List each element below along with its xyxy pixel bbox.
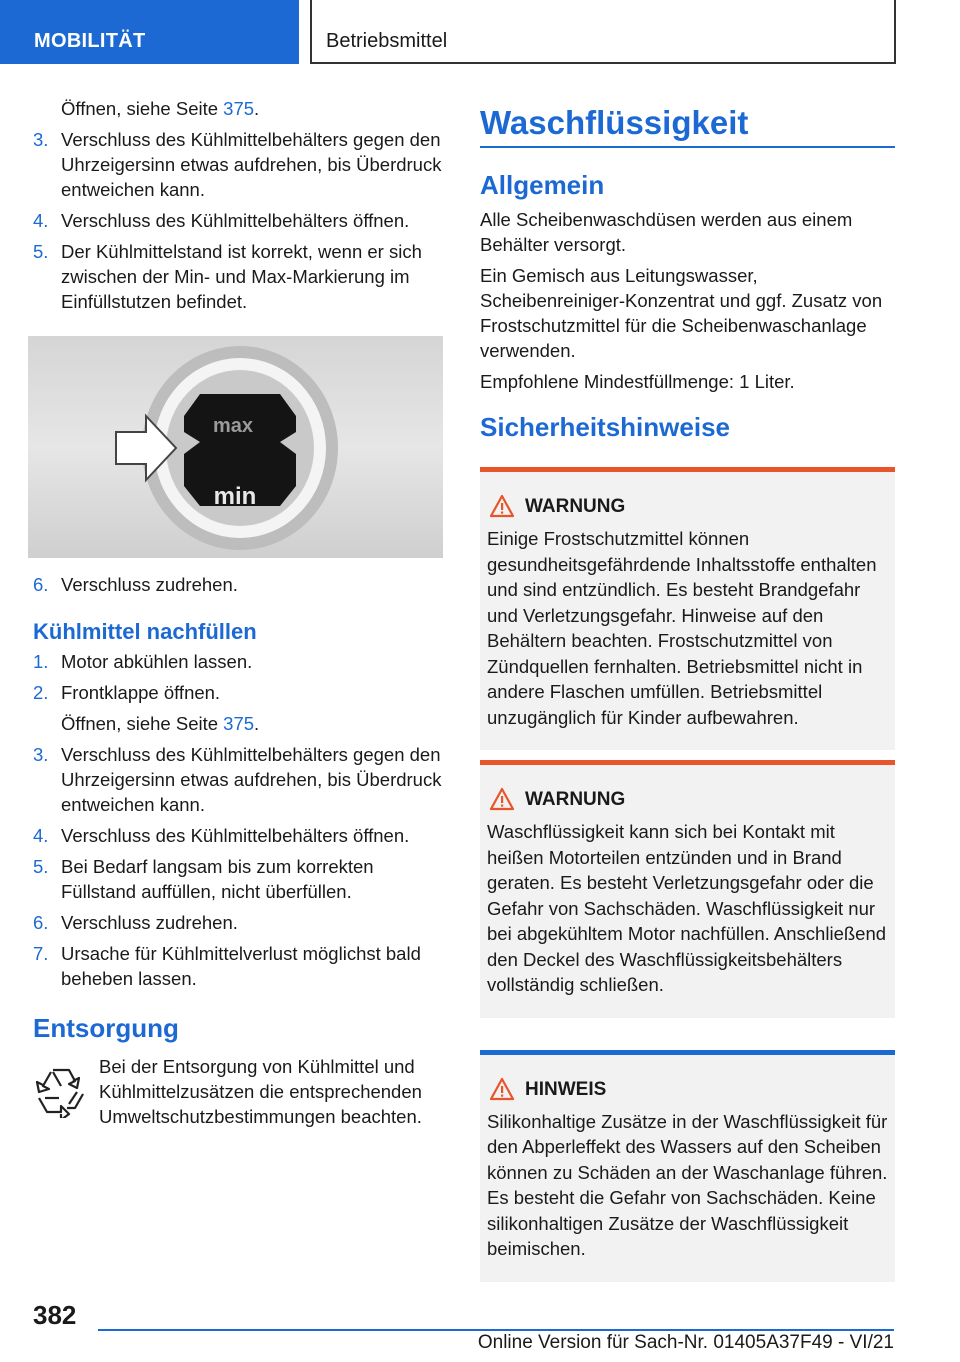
coolant-level-photo [28,336,443,558]
note-box [480,1050,895,1282]
disposal-text: Bei der Entsorgung von Kühlmittel und Kühlmittelzusätzen die entsprechenden Umweltschutzbestimmungen beachten. [99,1056,422,1127]
max-marking: max [212,415,254,437]
disposal-note [33,1054,443,1129]
warning-triangle-icon [489,1077,515,1101]
warning-triangle-icon [489,787,515,811]
warning-bar [480,760,895,765]
section-heading-general: Allgemein [480,170,605,200]
general-paragraph: Empfohlene Mindestfüllmenge: 1 Liter. [480,371,795,392]
chapter-title: Betriebsmittel [310,0,896,64]
page-number: 382 [33,1300,77,1330]
section-tab[interactable]: MOBILITÄT [0,0,299,64]
step-item: 3. Verschluss des Kühlmittelbehälters gegen den Uhrzeigersinn etwas aufdrehen, bis Überdruck entweichen kann. [33,744,442,815]
step-item: 4. Verschluss des Kühlmittelbehälters öffnen. [33,825,410,846]
step-number: 4. [33,825,49,846]
page-link-375[interactable]: 375 [223,98,255,119]
step-number: 2. [33,682,49,703]
general-paragraph: Alle Scheibenwaschdüsen werden aus einem Behälter versorgt. [480,209,853,255]
step-number: 5. [33,856,49,877]
footer-online-version: Online Version für Sach-Nr. 01405A37F49 - VI/21 [477,1332,894,1353]
warning-triangle-icon [489,494,515,518]
warning-box [480,760,895,1018]
step-number: 6. [33,912,49,933]
coolant-filler-illustration [28,336,443,558]
general-paragraph: Ein Gemisch aus Leitungswasser, Scheibenreiniger-Konzentrat und ggf. Zusatz von Frostschutzmittel für die Scheibenwaschanlage verwenden. [480,265,883,361]
footer-divider [98,1329,894,1331]
warning-box [480,467,895,750]
step-item: 6. Verschluss zudrehen. [33,912,238,933]
step-number: 7. [33,943,49,964]
note-bar [480,1050,895,1055]
intro-open-reference: Öffnen, siehe Seite 375. [61,98,260,119]
warning-text: Waschflüssigkeit kann sich bei Kontakt mit heißen Motorteilen entzünden und in Brand geraten. Es besteht Verletzungsgefahr oder die Gefahr von Sachschäden. Waschflüssigkeit nur bei abgekühltem Motor nachfüllen. Anschließend den Deckel des Waschflüssigkeitsbehälters vollständig schließen. [487,821,887,995]
step-item: 6. Verschluss zudrehen. [33,574,238,595]
left-column [33,96,443,1129]
note-text: Silikonhaltige Zusätze in der Waschflüssigkeit für den Abperleffekt des Wassers auf den Scheiben können zu Schäden an der Waschanlage führen. Es besteht die Gefahr von Sachschäden. Keine silikonhaltigen Zusätze der Waschflüssigkeit beimischen. [487,1110,888,1259]
step-number: 3. [33,744,49,765]
step-item: 3. Verschluss des Kühlmittelbehälters gegen den Uhrzeigersinn etwas aufdrehen, bis Überdruck entweichen kann. [33,129,442,200]
refill-open-reference: Öffnen, siehe Seite 375. [61,713,260,734]
min-marking: min [213,483,257,510]
section-heading-refill: Kühlmittel nachfüllen [33,619,257,644]
step-item: 4. Verschluss des Kühlmittelbehälters öffnen. [33,210,410,231]
step-item: 5. Der Kühlmittelstand ist korrekt, wenn er sich zwischen der Min- und Max-Markierung im Einfüllstutzen befindet. [33,241,422,312]
chapter-heading-washer-fluid: Waschflüssigkeit [480,96,895,148]
step-item: 5. Bei Bedarf langsam bis zum korrekten Füllstand auffüllen, nicht überfüllen. [33,856,374,902]
page-link-375[interactable]: 375 [223,713,255,734]
step-number: 1. [33,651,49,672]
warning-title: WARNUNG [487,789,888,815]
step-number: 6. [33,574,49,595]
page-header [0,0,960,66]
note-title: HINWEIS [487,1079,888,1105]
step-number: 4. [33,210,49,231]
step-item: 7. Ursache für Kühlmittelverlust möglichst bald beheben lassen. [33,943,421,989]
section-heading-safety: Sicherheitshinweise [480,412,730,442]
step-item: 2. Frontklappe öffnen. [33,682,221,703]
section-heading-disposal: Entsorgung [33,1013,179,1043]
warning-title: WARNUNG [487,496,888,522]
right-column [480,96,895,1282]
step-number: 3. [33,129,49,150]
step-item: 1. Motor abkühlen lassen. [33,651,253,672]
step-number: 5. [33,241,49,262]
recycling-icon [33,1064,89,1118]
warning-text: Einige Frostschutzmittel können gesundheitsgefährdende Inhaltsstoffe enthalten und sind entzündlich. Es besteht Brandgefahr und Verletzungsgefahr. Hinweise auf den Behältern beachten. Frostschutzmittel von Zündquellen fernhalten. Betriebsmittel nicht in andere Flaschen umfüllen. Betriebsmittel unzugänglich für Kinder aufbewahren. [487,528,877,728]
warning-bar [480,467,895,472]
